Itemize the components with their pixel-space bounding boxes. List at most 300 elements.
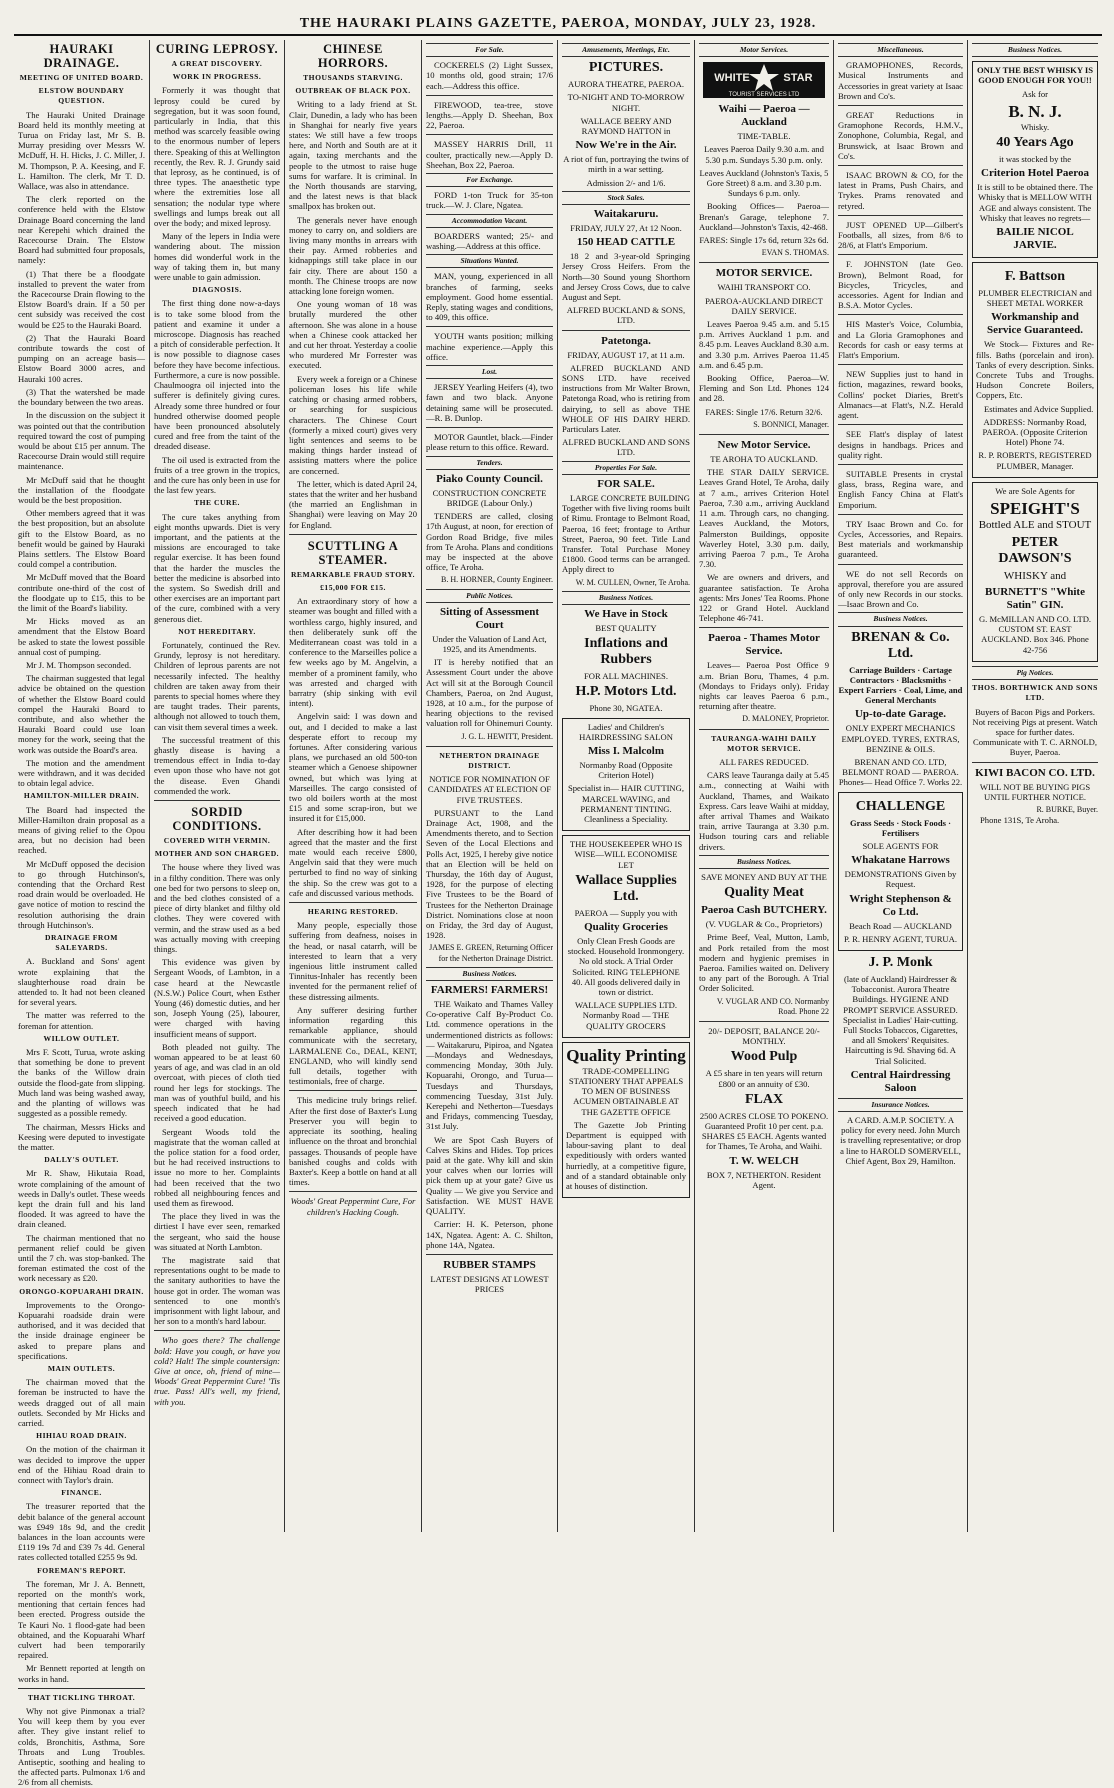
- classified-section-heading: Insurance Notices.: [838, 1098, 963, 1112]
- ad-heading: J. P. Monk: [868, 955, 933, 970]
- notice-heading: Sitting of Assessment Court: [439, 605, 539, 631]
- ad-line: BRENAN AND CO. LTD, BELMONT ROAD — PAEROA. Phones— Head Office 7. Works 22.: [838, 756, 963, 788]
- signature: P. R. HENRY AGENT, TURUA.: [843, 933, 957, 944]
- paragraph: Mr McDuff said that he thought the installation of the floodgate would be the best proposition.: [18, 474, 145, 505]
- grocer-ad: [562, 835, 690, 1038]
- ad-heading: Quality Meat: [724, 885, 804, 901]
- ad-line: The Gazette Job Printing Department is equipped with labour-saving plant to deal expeditiously with orders wanted hurriedly, at a competitive figure, and of a standard obtainable only at houses of distinction.: [566, 1119, 686, 1192]
- paragraph: Improvements to the Orongo-Kopuarahi roadside drain were authorised, and it was decided that the inside drainage engineer be asked to prepare plans and specifications.: [18, 1299, 145, 1361]
- classified-ad: JERSEY Yearling Heifers (4), two fawn and two black. Anyone detaining same will be prosecuted.—R. B. Dunlop.: [426, 382, 553, 423]
- ad-line: LARGE CONCRETE BUILDING Together with five living rooms built of Rimu. Frontage to Belmont Road, Paeroa, 16 feet; frontage to Arthur Street, Paeroa, 90 feet. Title Land Transfer. Total Purchase Money £1800. Good terms can be arranged. Apply direct to: [562, 492, 690, 575]
- paragraph: Fortunately, continued the Rev. Grundy, leprosy is not hereditary. Children of leprous parents are not necessarily infected. The healthy children are taken away from their parents to special homes where they are taught trades. Their parents, although not allowed to touch them, can visit them several times a week.: [154, 639, 280, 732]
- divider: [18, 1688, 145, 1689]
- classified-section-heading: Business Notices.: [699, 855, 829, 869]
- article-subheading: £15,000 FOR £15.: [320, 582, 386, 592]
- ad-line: 20/- DEPOSIT, BALANCE 20/- MONTHLY.: [708, 1026, 820, 1047]
- classified-section-heading: Business Notices.: [838, 612, 963, 626]
- classified-ad: YOUTH wants position; milking machine experience.—Apply this office.: [426, 331, 553, 362]
- divider: [289, 1090, 417, 1091]
- ad-heading: THOS. BORTHWICK AND SONS LTD.: [972, 683, 1098, 703]
- ad-line: FARES: Single 17/6. Return 32/6.: [705, 406, 823, 417]
- ad-heading: SPEIGHT'S: [990, 499, 1080, 519]
- ad-line: A CARD. A.M.P. SOCIETY. A policy for every need. John Murch is travelling representative; or drop a line to HAROLD SOMERVELL, Chief Agent, Box 29, Hamilton.: [840, 1115, 961, 1166]
- ad-line: We are owners and drivers, and guarantee satisfaction. Te Aroha agents: Mrs Jones' Tea Rooms. Phone 122 or Grand Hotel. Auckland Telephone 46-741.: [699, 572, 829, 624]
- classified-ad: JUST OPENED UP—Gilbert's Footballs, all sizes, from 8/6 to 28/6, at Flatt's Emporium.: [838, 219, 963, 251]
- paragraph: The cure takes anything from eight months upwards. Diet is very important, and the patients at the missions are encouraged to take regular exercise. It has been found that the harder the muscles the better the medicine is absorbed into the system. So Swedish drill and other exercises are an important part of the cure, combined with a very generous diet.: [154, 511, 280, 624]
- ad-line: Whisky.: [1020, 121, 1050, 132]
- classified-ad: SUITABLE Presents in crystal glass, brass, Regina ware, and English Fancy China at Flatt's Emporium.: [838, 468, 963, 510]
- ad-line: TIME-TABLE.: [737, 131, 791, 142]
- divider: [154, 1330, 280, 1331]
- ad-line: WILL NOT BE BUYING PIGS UNTIL FURTHER NOTICE.: [979, 781, 1091, 802]
- paragraph: Mr Bennett reported at length on works in hand.: [18, 1663, 145, 1684]
- classified-section-heading: Pig Notices.: [972, 666, 1098, 680]
- ad-heading: Criterion Hotel Paeroa: [981, 167, 1089, 180]
- ad-line: Estimates and Advice Supplied.: [984, 403, 1094, 414]
- paragraph: Formerly it was thought that leprosy could be cured by segregation, but it was soon found, particularly in India, that this method was scarcely feasible owing to the enormous number of lepers there. Speaking of this at Wellington recently, the Rev. R. J. Grundy said that leprosy, as he continued, is of three types. The anaesthetic type where the extremities lose all sensation; the nodular type where swellings and lumps break out all over the body; and mixed leprosy.: [154, 85, 280, 229]
- divider: [838, 314, 963, 315]
- ad-line: WAIHI TRANSPORT CO.: [717, 282, 811, 293]
- section-subheading: DALLY'S OUTLET.: [44, 1155, 119, 1165]
- paragraph: (1) That there be a floodgate installed to prevent the water from the Racecourse Drain flowing to the Elstow Board's drain. If a 50 per cent subsidy was received the cost would be £25 to the Hauraki Board.: [18, 268, 145, 330]
- ad-heading: F. Battson: [1004, 269, 1066, 285]
- notice-text: Carrier: H. K. Peterson, phone 14X, Ngatea. Agent: A. C. Shilton, phone 14A, Ngatea.: [426, 1219, 553, 1250]
- ad-heading: 150 HEAD CATTLE: [576, 236, 676, 249]
- article-subheading: WORK IN PROGRESS.: [172, 72, 262, 82]
- paragraph: A. Buckland and Sons' agent wrote explaining that the slaughterhouse road drain be attended to. It had not been cleaned for several years.: [18, 956, 145, 1008]
- divider: [838, 514, 963, 515]
- signature: S. BONNICI, Manager.: [753, 419, 829, 429]
- ad-line: CARS leave Tauranga daily at 5.45 a.m., connecting at Waihi with Auckland, Thames, and Waikato Express. Cars leave Waihi at midday, after arrival Thames and Waikato train, arrive Tauranga at 3.30 p.m. Hudson touring cars and reliable drivers.: [699, 770, 829, 852]
- ad-heading: BAILIE NICOL JARVIE.: [996, 226, 1074, 252]
- hairdresser-ad: [562, 718, 690, 832]
- ad-line: AURORA THEATRE, PAEROA.: [567, 79, 685, 90]
- ad-line: Only Clean Fresh Goods are stocked. Household Ironmongery. No old stock. A Trial Order Solicited. RING TELEPHONE 40. All goods delivered daily in town or district.: [567, 935, 685, 997]
- signature: B. H. HORNER, County Engineer.: [441, 575, 553, 585]
- paragraph: Mr McDuff moved that the Board contribute one-third of the cost of the floodgate up to £15, this to be the limit of the Board's liability.: [18, 572, 145, 613]
- ad-line: TRADE-COMPELLING STATIONERY THAT APPEALS TO MEN OF BUSINESS ACUMEN OBTAINABLE AT THE GAZETTE OFFICE: [568, 1065, 684, 1117]
- paragraph: The letter, which is dated April 24, states that the writer and her husband (the married an Englishman in Shanghai) were leaving on May 20 for England.: [289, 478, 417, 530]
- divider: [562, 330, 690, 331]
- challenge-ad: [838, 792, 963, 951]
- classified-section-heading: Business Notices.: [426, 967, 553, 981]
- classified-section-heading: Amusements, Meetings, Etc.: [562, 43, 690, 57]
- classified-ad: MAN, young, experienced in all branches of farming, seeks employment. Good home essential. Reply, stating wages and conditions, to 409, this office.: [426, 271, 553, 323]
- divider: [838, 105, 963, 106]
- signature: JAMES E. GREEN, Returning Officer for the Netherton Drainage District.: [429, 943, 553, 963]
- signature: R. BURKE, Buyer.: [1036, 804, 1098, 814]
- classified-section-heading: Business Notices.: [972, 43, 1098, 57]
- paragraph: Many of the lepers in India were wandering about. The mission homes did wonderful work in the way of taking them in, but many were unable to gain admission.: [154, 231, 280, 283]
- paragraph: The chairman mentioned that no permanent relief could be given until the 7 ch. was stop-banked. The foreman estimated the cost of the work necessary as £20.: [18, 1232, 145, 1284]
- paragraph: The oil used is extracted from the fruits of a tree grown in the tropics, and the cure has only been in use for the last few years.: [154, 454, 280, 496]
- ad-heading: H.P. Motors Ltd.: [575, 684, 677, 700]
- ad-line: ADDRESS: Normanby Road, PAEROA. (Opposite Criterion Hotel) Phone 74.: [982, 416, 1088, 448]
- ad-heading: PICTURES.: [588, 60, 664, 76]
- paragraph: The house where they lived was in a filthy condition. There was only one bed for two persons to sleep on, and the bed clothes consisted of a piece of dirty blanket and filthy old clothes. They were covered with vermin, and the straw used as a bed was actually moving with creeping things.: [154, 862, 280, 955]
- signature: W. M. CULLEN, Owner, Te Aroha.: [575, 577, 690, 587]
- ad-line: 2500 ACRES CLOSE TO POKENO. Guaranteed Profit 10 per cent. p.a. SHARES £5 EACH. Agents wanted for Thames, Te Aroha, and Waihi.: [699, 1110, 829, 1152]
- notice-heading: NETHERTON DRAINAGE DISTRICT.: [439, 750, 540, 770]
- printing-ad: [562, 1042, 690, 1198]
- ad-line: 18 2 and 3-year-old Springing Jersey Cross Heifers. From the North—30 Sound young Shorthorn and Jersey Cross Cows, due to calve August and Sept.: [562, 251, 690, 303]
- ad-line: TO-NIGHT AND TO-MORROW NIGHT.: [567, 92, 685, 113]
- ad-heading: Wood Pulp: [730, 1049, 798, 1065]
- ad-heading: Wallace Supplies Ltd.: [575, 872, 677, 904]
- paragraph: Both pleaded not guilty. The woman appeared to be at least 60 years of age, and was clad in an old overcoat, with pieces of cloth tied round her legs for stockings. The man was of youthful build, and his speech indicated that he had received a good education.: [154, 1041, 280, 1124]
- column-business-notices: [968, 40, 1102, 1532]
- ad-heading: Inflations and Rubbers: [584, 636, 668, 668]
- ad-line: SAVE MONEY AND BUY AT THE: [701, 871, 827, 882]
- ad-line: Leaves Paeroa 9.45 a.m. and 5.15 p.m. Arrives Auckland 1 p.m. and 8.45 p.m. Leaves Auckland 8.30 a.m. and 3.30 p.m. Arrives Paeroa 11.45 a.m. and 6.45 p.m.: [699, 319, 829, 370]
- ad-line: FRIDAY, AUGUST 17, at 11 a.m.: [567, 349, 685, 360]
- ad-heading: B. N. J.: [1008, 101, 1062, 121]
- paragraph: The matter was referred to the foreman for attention.: [18, 1010, 145, 1031]
- ad-heading: Paeroa Cash BUTCHERY.: [701, 904, 827, 917]
- ad-heading: MOTOR SERVICE.: [715, 267, 813, 280]
- divider: [426, 134, 553, 135]
- ad-heading: Quality Groceries: [584, 920, 668, 933]
- ad-heading: Miss I. Malcolm: [587, 744, 665, 757]
- signature: J. G. L. HEWITT, President.: [461, 731, 553, 741]
- logo-sub-text: TOURIST SERVICES LTD: [728, 92, 800, 99]
- notice-subheading: NOTICE FOR NOMINATION OF CANDIDATES AT ELECTION OF FIVE TRUSTEES.: [427, 774, 552, 805]
- divider: [699, 1021, 829, 1022]
- ad-heading: BURNETT'S "White Satin" GIN.: [985, 586, 1085, 612]
- classified-section-heading: For Exchange.: [426, 173, 553, 187]
- ad-line: Booking Offices— Paeroa—Brenan's Garage, telephone 7. Auckland—Johnston's Taxis, 42-468.: [699, 201, 829, 232]
- article-subheading: COVERED WITH VERMIN.: [163, 836, 271, 846]
- classified-section-heading: Situations Wanted.: [426, 254, 553, 268]
- paragraph: This evidence was given by Sergeant Woods, of Lambton, in a case heard at the Newcastle (N.S.W.) Police Court, when Esther Young (46) domestic duties, and her son, Joseph Young (25), labourer, were charged with having insufficient means of support.: [154, 957, 280, 1039]
- article-subheading: ELSTOW BOUNDARY QUESTION.: [38, 86, 125, 106]
- article-heading: SCUTTLING A STEAMER.: [307, 538, 399, 567]
- paragraph: The place they lived in was the dirtiest I have ever seen, remarked the sergeant, who said the house was situated at North Lambton.: [154, 1211, 280, 1252]
- paragraph: The successful treatment of this ghastly disease is having a tremendous effect in India to-day even upon those who have not got the disease. Even Ghandi commended the work.: [154, 734, 280, 796]
- section-subheading: FINANCE.: [61, 1488, 102, 1498]
- ad-line: Ask for: [1021, 88, 1049, 99]
- whisky-ad: [972, 61, 1098, 258]
- ad-line: A riot of fun, portraying the twins of mirth in a war setting.: [563, 154, 689, 175]
- classified-section-heading: Miscellaneous.: [838, 43, 963, 57]
- classified-section-heading: Lost.: [426, 365, 553, 379]
- classified-section-heading: Tenders.: [426, 456, 553, 470]
- article-subheading: OUTBREAK OF BLACK POX.: [295, 86, 411, 96]
- paragraph: After describing how it had been agreed that the master and the first mate would each receive £800, Angelvin said that they were much perturbed to find no way of sinking the ship. So the crew was got to a cafe and discussed various methods.: [289, 826, 417, 898]
- ad-line: ONLY EXPERT MECHANICS EMPLOYED. TYRES, EXTRAS, BENZINE & OILS.: [841, 723, 960, 754]
- section-subheading: HAMILTON-MILLER DRAIN.: [23, 791, 140, 801]
- paragraph: Any sufferer desiring further information regarding this remarkable appliance, should communicate with the secretary, LARMALENE Co., DEAL, KENT, ENGLAND, who will kindly send full details, together with testimonials, free of charge.: [289, 1004, 417, 1087]
- ad-line: Normanby Road (Opposite Criterion Hotel): [579, 759, 673, 781]
- paragraph: Mr R. Shaw, Hikutaia Road, wrote complaining of the amount of weeds in Dally's outlet. These weeds kept the drain full and his land flooded. It was agreed to have the drain cleaned.: [18, 1168, 145, 1230]
- classified-ad: COCKERELS (2) Light Sussex, 10 months old, good strain; 17/6 each.—Address this office.: [426, 60, 553, 91]
- paragraph: Many people, especially those suffering from deafness, noises in the head, or nasal catarrh, will be interested to learn that a very ingenious little instrument called Tinnitus-Inhaler has recently been invented for the permanent relief of these distressing ailments.: [289, 920, 417, 1002]
- divider: [289, 902, 417, 903]
- paragraph: The chairman suggested that legal advice be obtained on the question of whether the Elstow Board could compel the Hauraki Board to contribute, and also whether the Hauraki Board could use loan money for the work, seeing that the work was outside the Board's area.: [18, 673, 145, 755]
- ad-line: DEMONSTRATIONS Given by Request.: [844, 869, 957, 890]
- ad-heading: KIWI BACON CO. LTD.: [975, 766, 1095, 779]
- ad-heading: We Have in Stock: [584, 607, 668, 620]
- section-subheading: ORONGO-KOPUARAHI DRAIN.: [19, 1286, 144, 1296]
- paragraph: Mrs F. Scott, Turua, wrote asking that something be done to prevent the banks of the Willow drain outside the flood-gate from slipping. Much land was being washed away, and the planting of willows was suggested as a possible remedy.: [18, 1047, 145, 1119]
- section-subheading: THAT TICKLING THROAT.: [27, 1692, 136, 1702]
- ad-line: ONLY THE BEST WHISKY IS GOOD ENOUGH FOR YOU!!: [976, 65, 1094, 86]
- ad-heading: Paeroa - Thames Motor Service.: [708, 632, 820, 658]
- column-chinese-horrors: [285, 40, 422, 1532]
- ad-line: Phone 131S, Te Aroha.: [980, 815, 1060, 826]
- ad-line: Carriage Builders · Cartage Contractors · Blacksmiths · Expert Farriers · Coal, Lime, and General Merchants: [838, 664, 963, 706]
- logo-word-star: STAR: [783, 72, 813, 85]
- signature: T. W. WELCH: [729, 1154, 799, 1167]
- ad-line: Leaves Paeroa Daily 9.30 a.m. and 5.30 p.m. Sundays 5.30 p.m. only.: [704, 144, 824, 165]
- ad-line: We are Sole Agents for: [995, 485, 1075, 496]
- ad-line: Prime Beef, Veal, Mutton, Lamb, and Pork retailed from the most modern and hygienic premises in Paeroa. Families waited on. Delivery to any part of the Borough. A Trial Order Solicited.: [699, 932, 829, 994]
- notice-subheading: CONSTRUCTION CONCRETE BRIDGE (Labour Only.): [432, 487, 547, 508]
- notice-text: THE Waikato and Thames Valley Co-operative Calf By-Product Co. Ltd. commence operations in the undermentioned districts as follows:— Waitakaruru, Pipiroa, and Ngatea—Mondays and Wednesdays, commencing Monday, 30th July. Kopuarahi, Orongo, and Turua—Tuesdays and Thursdays, commencing Tuesday, 31st July. Kerepehi and Netherton—Tuesdays and Fridays, commencing Tuesday, 31st July.: [426, 999, 553, 1132]
- ad-line: Leaves— Paeroa Post Office 9 a.m. Brian Boru, Thames, 4 p.m. (Mondays to Fridays only). Friday nights car leaves Paeroa 6 p.m., returning after theatre.: [699, 660, 829, 712]
- paragraph: Writing to a lady friend at St. Clair, Dunedin, a lady who has been in Shanghai for nearly five years states: We still have a few troops here, and North and South are at it again, taxing merchants and the people to the utmost to raise huge sums for warfare. It is criminal. In the North thousands are starving, and the latest news is that black smallpox has broken out.: [289, 99, 417, 212]
- signature: R. P. ROBERTS, REGISTERED PLUMBER, Manager.: [978, 450, 1092, 471]
- classified-ad: F. JOHNSTON (late Geo. Brown), Belmont Road, for Bicycles, Tricycles, and accessories. Agent for Indian and B.S.A. Motor Cycles.: [838, 259, 963, 311]
- paragraph: Woods' Great Peppermint Cure, For children's Hacking Cough.: [290, 1196, 416, 1217]
- signature: V. VUGLAR AND CO. Normanby Road. Phone 22: [716, 996, 829, 1016]
- divider: [699, 434, 829, 435]
- ad-line: Admission 2/- and 1/6.: [586, 177, 666, 188]
- column-miscellaneous: [834, 40, 968, 1532]
- ad-line: Grass Seeds · Stock Foods · Fertilisers: [850, 817, 951, 838]
- article-subheading: THOUSANDS STARVING.: [303, 73, 403, 82]
- column-classifieds: [422, 40, 558, 1532]
- notice-text: TENDERS are called, closing 17th August, at noon, for erection of Gordon Road Bridge, five miles from Te Aroha. Plans and conditions may be inspected at the above office, Te Aroha.: [426, 511, 553, 573]
- section-subheading: FOREMAN'S REPORT.: [37, 1565, 126, 1575]
- paragraph: The foreman, Mr J. A. Bennett, reported on the month's work, mentioning that certain fences had been erected. Progress outside the Te Kauri No. 1 flood-gate had been obtained, and the Kopuarahi Wharf culvert had been temporarily repaired.: [18, 1578, 145, 1661]
- divider: [838, 254, 963, 255]
- signature: D. MALONEY, Proprietor.: [742, 714, 829, 724]
- ad-line: Bottled ALE and STOUT: [978, 519, 1092, 532]
- divider: [426, 746, 553, 747]
- ad-line: Phone 30, NGATEA.: [589, 703, 663, 714]
- white-star-logo: [702, 61, 826, 99]
- classified-section-heading: Business Notices.: [562, 591, 690, 605]
- paragraph: On the motion of the chairman it was decided to improve the upper end of the Hihiau Road drain to connect with Taylor's drain.: [18, 1444, 145, 1485]
- column-motor-services: [695, 40, 834, 1532]
- logo-word-white: WHITE: [714, 72, 750, 85]
- article-heading: CURING LEPROSY.: [155, 42, 279, 56]
- paragraph: The chairman moved that the foreman be instructed to have the weeds dragged out of all main outlets. Seconded by Mr Hicks and carried.: [18, 1377, 145, 1428]
- classified-ad: HIS Master's Voice, Columbia, and La Gloria Gramophones and Records for cash or easy terms at Flatt's Emporium.: [838, 319, 963, 361]
- ad-line: WHISKY and: [1003, 570, 1067, 583]
- speights-ad: [972, 482, 1098, 662]
- ad-heading: Waitakaruru.: [593, 208, 659, 221]
- notice-heading: RUBBER STAMPS: [443, 1258, 536, 1271]
- classified-section-heading: Motor Services.: [699, 43, 829, 57]
- ad-line: PAEROA — Supply you with: [574, 907, 678, 918]
- divider: [838, 464, 963, 465]
- section-subheading: DRAINAGE FROM SALEYARDS.: [45, 933, 118, 953]
- ad-line: ALL FARES REDUCED.: [719, 756, 809, 767]
- ad-line: It is still to be obtained there. The Whisky that is MELLOW WITH AGE and always consistent. The Whisky that leaves no regrets—: [977, 182, 1093, 223]
- ad-heading: Wright Stephenson & Co Ltd.: [849, 892, 952, 918]
- classified-section-heading: For Sale.: [426, 43, 553, 57]
- paragraph: Who goes there? The challenge bold: Have you cough, or have you cold? Halt! The simple countersign: Give at once, oh, friend of mine—Woods' Great Peppermint Cure! 'Tis true. Pass! All's well, my friend, with you.: [154, 1335, 280, 1407]
- paragraph: (2) That the Hauraki Board contribute towards the cost of pumping on an acreage basis—Elstow Board 3000 acres, and Hauraki 100 acres.: [18, 332, 145, 384]
- ad-line: WALLACE BEERY AND RAYMOND HATTON in: [580, 115, 672, 137]
- classified-section-heading: Accommodation Vacant.: [426, 214, 553, 228]
- classified-section-heading: Properties For Sale.: [562, 461, 690, 475]
- paragraph: Every week a foreign or a Chinese policeman loses his life while catching or chasing armed robbers, or searching for suspicious characters. The Chinese Court (formerly a mixed court) gives very light sentences and seems to be making things harder instead of assisting matters where the police are concerned.: [289, 373, 417, 476]
- notice-heading: Piako County Council.: [436, 472, 543, 485]
- classified-section-heading: Stock Sales.: [562, 191, 690, 205]
- section-subheading: HEARING RESTORED.: [307, 907, 399, 917]
- section-subheading: WILLOW OUTLET.: [43, 1033, 120, 1043]
- paragraph: The Hauraki United Drainage Board held its monthly meeting at Turua on Friday last, Mr S. B. Murray presiding over Messrs W. McDuff, H. H. Hicks, J. C. Miller, J. M. Thompson, P. A. Keesing, and F. L. Hamilton. The clerk, Mr T. D. Wallace, was also in attendance.: [18, 109, 145, 192]
- ad-heading: Up-to-date Garage.: [854, 708, 947, 721]
- paragraph: In the discussion on the subject it was pointed out that the contribution required toward the cost of pumping would be about £15 per annum. The Racecourse Drain would still require maintenance.: [18, 410, 145, 472]
- classified-ad: NEW Supplies just to hand in fiction, magazines, reward books, Collins' pocket Diaries, Brett's Almanacs—at Flatt's, N.Z. Herald agent.: [838, 369, 963, 421]
- divider: [426, 427, 553, 428]
- article-subheading: REMARKABLE FRAUD STORY.: [290, 569, 416, 579]
- notice-text: IT is hereby notified that an Assessment Court under the above Act will sit at the Borough Council Chambers, Paeroa, on 2nd August, 1928, at 10 a.m., for the purpose of hearing objections to the revised valuation roll for Ohinemuri County.: [426, 657, 553, 729]
- paragraph: The first thing done now-a-days is to take some blood from the patient and examine it under a microscope. Diagnosis has reached a pitch of considerable perfection. It is now possible to diagnose cases before they have become infectious. Furthermore, a cure is now possible. Chaulmoogra oil injected into the sufferer is definitely giving cures. Already some three hundred or four hundred otherwise doomed people have been pronounced absolutely cured and free from the taint of the dreaded disease.: [154, 298, 280, 452]
- section-subheading: HIHIAU ROAD DRAIN.: [36, 1431, 127, 1441]
- classified-ad: FIREWOOD, tea-tree, stove lengths.—Apply D. Sheehan, Box 22, Paeroa.: [426, 99, 553, 131]
- plumber-ad: [972, 262, 1098, 478]
- column-curing-leprosy: [150, 40, 285, 1532]
- column-hauraki-drainage: [14, 40, 150, 1788]
- ad-line: ALFRED BUCKLAND & SONS, LTD.: [566, 305, 686, 326]
- divider: [838, 424, 963, 425]
- ad-line: Beach Road — AUCKLAND: [849, 920, 952, 931]
- ad-line: (late of Auckland) Hairdresser & Tobacconist. Aurora Theatre Buildings. HYGIENE AND PROMPT SERVICE ASSURED. Specialist in Ladies' Hair-cutting. Full Stocks Tobaccos, Cigarettes, and all Smokers' Requisites. Haircutting is 9d. Shaving 6d. A Trial Solicited.: [843, 974, 958, 1066]
- ad-line: FOR ALL MACHINES.: [584, 671, 668, 682]
- ad-heading: PETER DAWSON'S: [998, 535, 1072, 567]
- paragraph: The generals never have enough money to carry on, and soldiers are living many months in arrears with their pay. Armed robberies and kidnappings still take place in our fair city. There are about 150 a month. The Chinese troops are now attacking lone foreign women.: [289, 214, 417, 297]
- paragraph: The clerk reported on the conference held with the Elstow Drainage Board concerning the land near Kerepehi which drained the Racecourse Drain. The Elstow Board had submitted four proposals, namely:: [18, 194, 145, 266]
- ad-heading: Waihi — Paeroa — Auckland: [718, 103, 810, 129]
- ad-heading: 40 Years Ago: [996, 135, 1074, 151]
- ad-line: G. McMILLAN AND CO. LTD. CUSTOM ST. EAST AUCKLAND. Box 346. Phone 42-756: [978, 614, 1092, 655]
- paragraph: An extraordinary story of how a steamer was bought and filled with a worthless cargo, highly insured, and then deliberately sunk off the Mediterranean coast was told in a conference to the Marseilles police a few weeks ago by M. Angelvin, a member of a prominent family, who was arrested and charged with barratry (ship sinking with evil intent).: [289, 596, 417, 709]
- ad-line: THE STAR DAILY SERVICE. Leaves Grand Hotel, Te Aroha, daily at 7 a.m., arrives Criterion Hotel Paeroa, 7.30 a.m., arriving Auckland 11 a.m. Through cars, no changing. Leaves Auckland, the Motors, Palmerston Buildings, opposite Waverley Hotel, 3.30 p.m. daily, arriving Paeroa 7 p.m., Te Aroha 7.30.: [699, 467, 829, 570]
- classified-ad: MASSEY HARRIS Drill, 11 coulter, practically new.—Apply D. Sheehan, Box 22, Paeroa.: [426, 139, 553, 170]
- article-subheading: MEETING OF UNITED BOARD.: [19, 73, 144, 82]
- signature: EVAN S. THOMAS.: [761, 248, 829, 258]
- ad-line: BOX 7, NETHERTON. Resident Agent.: [706, 1169, 822, 1190]
- paragraph: Sergeant Woods told the magistrate that the woman called at the police station for a food order, but he had received instructions to issue no more to her. Complaints had been received that the two robbed all neighbouring fences and used them as firewood.: [154, 1126, 280, 1208]
- divider: [154, 800, 280, 801]
- classified-section-heading: Public Notices.: [426, 589, 553, 603]
- divider: [699, 262, 829, 263]
- divider: [289, 1191, 417, 1192]
- divider: [699, 729, 829, 730]
- ad-line: TE AROHA TO AUCKLAND.: [710, 454, 818, 465]
- paragraph: The chairman, Messrs Hicks and Keesing were deputed to investigate the matter.: [18, 1121, 145, 1152]
- classified-ad: GRAMOPHONES, Records, Musical Instruments and Accessories in great variety at Isaac Brown and Co's.: [838, 60, 963, 101]
- classified-ad: FORD 1-ton Truck for 35-ton truck.—W. J. Clare, Ngatea.: [426, 190, 553, 211]
- section-subheading: MAIN OUTLETS.: [47, 1363, 116, 1373]
- paragraph: The treasurer reported that the debit balance of the general account was £949 18s 9d, and the credit balances in the loan accounts were £119 19s 7d and £39 7s 4d. General rates collected totalled £255 9s 9d.: [18, 1501, 145, 1563]
- ad-line: ALFRED BUCKLAND AND SONS LTD. have received instructions from Mr Walter Brown, Patetonga Road, who is retiring from dairying, to sell as above THE WHOLE OF HIS DAIRY HERD. Particulars Later.: [562, 362, 690, 435]
- divider: [426, 95, 553, 96]
- notice-text: We are Spot Cash Buyers of Calves Skins and Hides. Top prices paid at the gate. Why kill and skin your calves when our lorries will pick them up at your gate? Give us Quality — We give you Service and Satisfaction. WE MUST HAVE QUALITY.: [426, 1134, 553, 1217]
- divider: [838, 215, 963, 216]
- ad-line: ALFRED BUCKLAND AND SONS LTD.: [562, 437, 690, 458]
- paragraph: (3) That the watershed be made the boundary between the two areas.: [18, 386, 145, 408]
- ad-line: BEST QUALITY: [595, 622, 657, 633]
- classified-ad: TRY Isaac Brown and Co. for Cycles, Accessories, and Repairs. Best materials and workmanship guaranteed.: [838, 518, 963, 560]
- ad-heading: CHALLENGE: [855, 798, 946, 814]
- ad-line: Booking Office, Paeroa—W. Fleming and Son Ltd. Phones 124 and 28.: [699, 373, 829, 404]
- notice-heading: FARMERS! FARMERS!: [430, 984, 549, 997]
- paragraph: The Board had inspected the Miller-Hamilton drain proposal as a means of giving relief to the Opou area, but no decision had been reached.: [18, 804, 145, 856]
- ad-line: We Stock— Fixtures and Re-fills. Baths (porcelain and iron). Tanks of every description. Sinks. Concrete Tubs and Troughs. Hudson Concrete Boilers, Coppers, Etc.: [976, 339, 1094, 401]
- ad-heading: BRENAN & Co. Ltd.: [851, 629, 950, 661]
- ad-line: FRIDAY, JULY 27, At 12 Noon.: [570, 223, 682, 234]
- section-subheading: DIAGNOSIS.: [192, 285, 242, 295]
- ad-heading: Quality Printing: [566, 1045, 686, 1065]
- article-heading: SORDID CONDITIONS.: [172, 805, 262, 834]
- divider: [838, 165, 963, 166]
- ad-line: Ladies' and Children's HAIRDRESSING SALON: [579, 721, 673, 742]
- divider: [289, 534, 417, 535]
- article-heading: HAURAKI DRAINAGE.: [43, 42, 120, 70]
- classified-ad: MOTOR Gauntlet, black.—Finder please return to this office. Reward.: [426, 432, 553, 453]
- ad-line: THE HOUSEKEEPER WHO IS WISE—WILL ECONOMISE LET: [569, 839, 683, 870]
- article-heading: CHINESE HORRORS.: [317, 42, 389, 70]
- ad-heading: New Motor Service.: [717, 439, 811, 452]
- divider: [699, 627, 829, 628]
- ad-line: it was stocked by the: [998, 154, 1072, 165]
- classified-ad: SEE Flatt's display of latest designs in handbags. Prices and quality right.: [838, 429, 963, 460]
- classified-ad: GREAT Reductions in Gramophone Records, H.M.V., Zonophone, Columbia, Regal, and Brunswick, at Isaac Brown and Co's.: [838, 110, 963, 161]
- notice-subheading: LATEST DESIGNS AT LOWEST PRICES: [430, 1273, 549, 1295]
- column-amusements: [558, 40, 695, 1532]
- ad-line: WALLACE SUPPLIES LTD. Normanby Road — THE QUALITY GROCERS: [574, 1000, 678, 1031]
- paragraph: The motion and the amendment were withdrawn, and it was decided to obtain legal advice.: [18, 757, 145, 789]
- section-subheading: THE CURE.: [194, 498, 240, 508]
- paragraph: The magistrate said that representations ought to be made to the sanitary authorities to have the house got in order. The woman was sentenced to one month's imprisonment with light labour, and her son to a month's hard labour.: [154, 1254, 280, 1327]
- notice-subheading: Under the Valuation of Land Act, 1925, and its Amendments.: [432, 633, 547, 654]
- divider: [838, 364, 963, 365]
- ad-line: A £5 share in ten years will return £800 or an annuity of £30.: [705, 1068, 823, 1089]
- notice-text: PURSUANT to the Land Drainage Act, 1908, and the Amendments thereto, and to Section Seven of the Local Elections and Polls Act, 1925, I hereby give notice that an Election will be held on Thursday, the 16th day of August, 1928, for the purpose of electing Five Trustees to be the Board of Trustees for the Netherton Drainage District. Nominations close at noon on Friday, the 3rd day of August, 1928.: [426, 807, 553, 941]
- classified-ad: BOARDERS wanted; 25/- and washing.—Address at this office.: [426, 230, 553, 252]
- classified-ad: WE do not sell Records on approval, therefore you are assured of only new Records in our stocks.—Isaac Brown and Co.: [838, 568, 963, 610]
- ad-heading: FLAX: [744, 1091, 784, 1107]
- ad-line: PLUMBER ELECTRICIAN and SHEET METAL WORKER: [978, 288, 1092, 309]
- paragraph: One young woman of 18 was brutally murdered the other afternoon. She was alone in a house when a Chinese cook attacked her and cut her throat. Yesterday a coolie who murdered Mr Forrester was executed.: [289, 299, 417, 371]
- divider: [426, 326, 553, 327]
- paragraph: Angelvin said: I was down and out, and I decided to make a last desperate effort to recoup my fortunes. After considering various plans, we purchased an old 500-ton steamer which a Genoese shipowner owned, but which was lying at Marseilles. The cargo consisted of two old boilers worth at the most £15 and some scrap-iron, but we insured it for £15,000.: [289, 711, 417, 824]
- ad-line: Leaves Auckland (Johnston's Taxis, 5 Gore Street) 8 a.m. and 3.30 p.m. Sundays 6 p.m. only.: [699, 167, 829, 199]
- classified-ad: ISAAC BROWN & CO, for the latest in Prams, Push Chairs, and Trykes. Prams renovated and retyred.: [838, 170, 963, 211]
- ad-line: (V. VUGLAR & Co., Proprietors): [705, 919, 823, 930]
- ad-line: Specialist in— HAIR CUTTING, MARCEL WAVING, and PERMANENT TINTING. Cleanliness a Speciality.: [567, 783, 684, 824]
- section-subheading: NOT HEREDITARY.: [178, 626, 256, 636]
- paragraph: Mr J. M. Thompson seconded.: [26, 659, 132, 670]
- ad-heading: TAURANGA-WAIHI DAILY MOTOR SERVICE.: [711, 733, 817, 753]
- divider: [838, 564, 963, 565]
- ad-heading: FOR SALE.: [597, 477, 655, 490]
- article-subheading: A GREAT DISCOVERY.: [171, 59, 263, 68]
- ad-heading: Central Hairdressing Saloon: [850, 1068, 951, 1094]
- ad-line: FARES: Single 17s 6d, return 32s 6d.: [699, 235, 829, 246]
- paragraph: Mr McDuff opposed the decision to go through Hutchinson's, contending that the Orchard Rest road drain would be overloaded. He gave notice of motion to rescind the resolution authorising the drain through Hutchinson's.: [18, 858, 145, 930]
- paragraph: Other members agreed that it was the best proposition, but an absolute gift to the Elstow Board, as no benefit would be gained by Hauraki Plains settlers. The Elstow Board could compel a contribution.: [18, 508, 145, 570]
- paragraph: Why not give Pinmonax a trial? You will keep them by you ever after. They give instant relief to colds, Bronchitis, Asthma, Sore Throats and Lung Troubles. Antiseptic, soothing and healing to the affected parts. Pulmonax 1/6 and 2/6 from all chemists.: [18, 1706, 145, 1788]
- paragraph: Mr Hicks moved as an amendment that the Elstow Board be asked to state the lowest possible annual cost of pumping.: [18, 616, 145, 657]
- ad-line: SOLE AGENTS FOR: [862, 840, 939, 851]
